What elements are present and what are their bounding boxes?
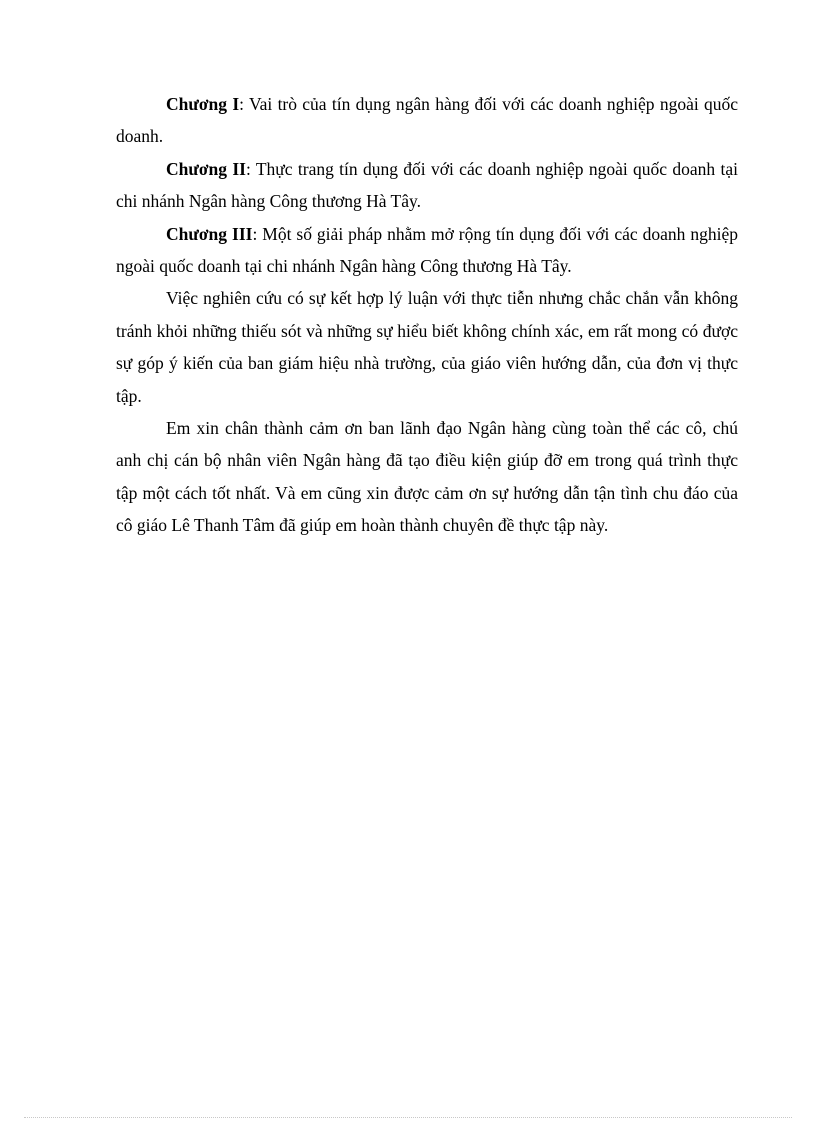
document-body [116,88,738,542]
chapter-2-label: Chương II [166,158,246,179]
paragraph-chapter-2 [116,153,738,218]
paragraph-chapter-1 [116,88,738,153]
paragraph-research-note: Việc nghiên cứu có sự kết hợp lý luận với thực tiễn nhưng chắc chắn vẫn không tránh khỏi những thiếu sót và những sự hiểu biết không chính xác, em rất mong có được sự góp ý kiến của ban giám hiệu nhà trường, của giáo viên hướng dẫn, của đơn vị thực tập. [116,288,738,406]
paragraph-acknowledgement: Em xin chân thành cảm ơn ban lãnh đạo Ngân hàng cùng toàn thể các cô, chú anh chị cán bộ nhân viên Ngân hàng đã tạo điều kiện giúp đỡ em trong quá trình thực tập một cách tốt nhất. Và em cũng xin được cảm ơn sự hướng dẫn tận tình chu đáo của cô giáo Lê Thanh Tâm đã giúp em hoàn thành chuyên đề thực tập này. [116,418,738,536]
page-bottom-divider [24,1117,792,1118]
paragraph-chapter-3 [116,218,738,283]
chapter-1-text: : Vai trò của tín dụng ngân hàng đối với các doanh nghiệp ngoài quốc doanh. [116,94,738,147]
chapter-3-label: Chương III [166,223,253,244]
chapter-3-text: : Một số giải pháp nhằm mở rộng tín dụng đối với các doanh nghiệp ngoài quốc doanh tại chi nhánh Ngân hàng Công thương Hà Tây. [116,223,739,277]
chapter-2-text: : Thực trang tín dụng đối với các doanh nghiệp ngoài quốc doanh tại chi nhánh Ngân hàng Công thương Hà Tây. [116,158,738,212]
chapter-1-label: Chương I [166,94,240,114]
